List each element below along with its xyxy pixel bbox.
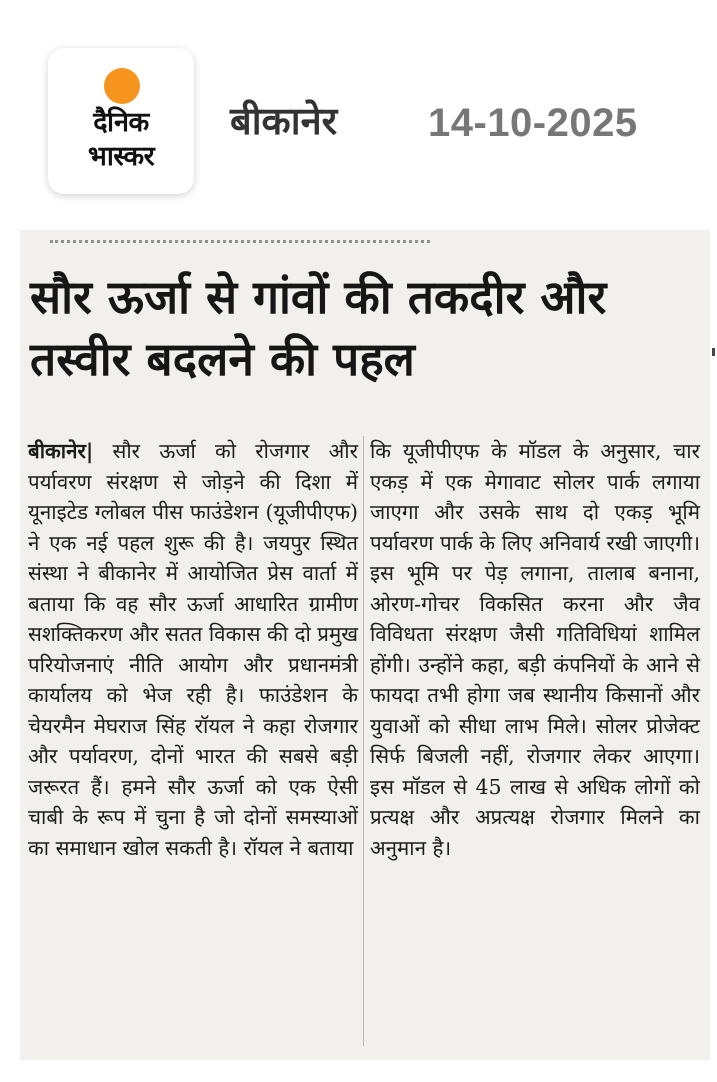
edition-city: बीकानेर [230,99,338,143]
article-body-left: सौर ऊर्जा को रोजगार और पर्यावरण संरक्षण से जोड़ने की दिशा में यूनाइटेड ग्लोबल पीस फाउंडेशन (यूजीपीएफ) ने एक नई पहल शुरू की है। जयपुर स्थित संस्था ने बीकानेर में आयोजित प्रेस वार्ता में बताया कि वह सौर ऊर्जा आधारित ग्रामीण सशक्तिकरण और सतत विकास की दो प्रमुख परियोजनाएं नीति आयोग और प्रधानमंत्री कार्यालय को भेज रही है। फाउंडेशन के चेयरमैन मेघराज सिंह रॉयल ने कहा रोजगार और पर्यावरण, दोनों भारत की सबसे बड़ी जरूरत हैं। हमने सौर ऊर्जा को एक ऐसी चाबी के रूप में चुना है जो दोनों समस्याओं का समाधान खोल सकती है। रॉयल ने बताया [28,439,358,860]
edition-date: 14-10-2025 [428,101,638,145]
article-column-left [28,436,358,863]
newspaper-clipping [20,230,710,1060]
cut-off-text-line [50,230,430,243]
logo-text-line1: दैनिक [93,107,149,138]
article-dateline: बीकानेर| [28,439,94,463]
logo-text-line2: भास्कर [87,141,155,172]
article-column-right [370,436,700,863]
sun-icon [104,68,140,104]
dainik-bhaskar-logo [48,48,194,194]
share-header [0,0,717,225]
column-divider [363,436,364,1046]
article-headline: सौर ऊर्जा से गांवों की तकदीर और तस्वीर बदलने की पहल [30,270,607,386]
article-body-right: कि यूजीपीएफ के मॉडल के अनुसार, चार एकड़ में एक मेगावाट सोलर पार्क लगाया जाएगा और उसके साथ दो एकड़ भूमि पर्यावरण पार्क के लिए अनिवार्य रखी जाएगी। इस भूमि पर पेड़ लगाना, तालाब बनाना, ओरण-गोचर विकसित करना और जैव विविधता संरक्षण जैसी गतिविधियां शामिल होंगी। उन्होंने कहा, बड़ी कंपनियों के आने से फायदा तभी होगा जब स्थानीय किसानों और युवाओं को सीधा लाभ मिले। सोलर प्रोजेक्ट सिर्फ बिजली नहीं, रोजगार लेकर आएगा। इस मॉडल से 45 लाख से अधिक लोगों को प्रत्यक्ष और अप्रत्यक्ष रोजगार मिलने का अनुमान है। [370,439,700,860]
edge-mark [712,348,715,356]
